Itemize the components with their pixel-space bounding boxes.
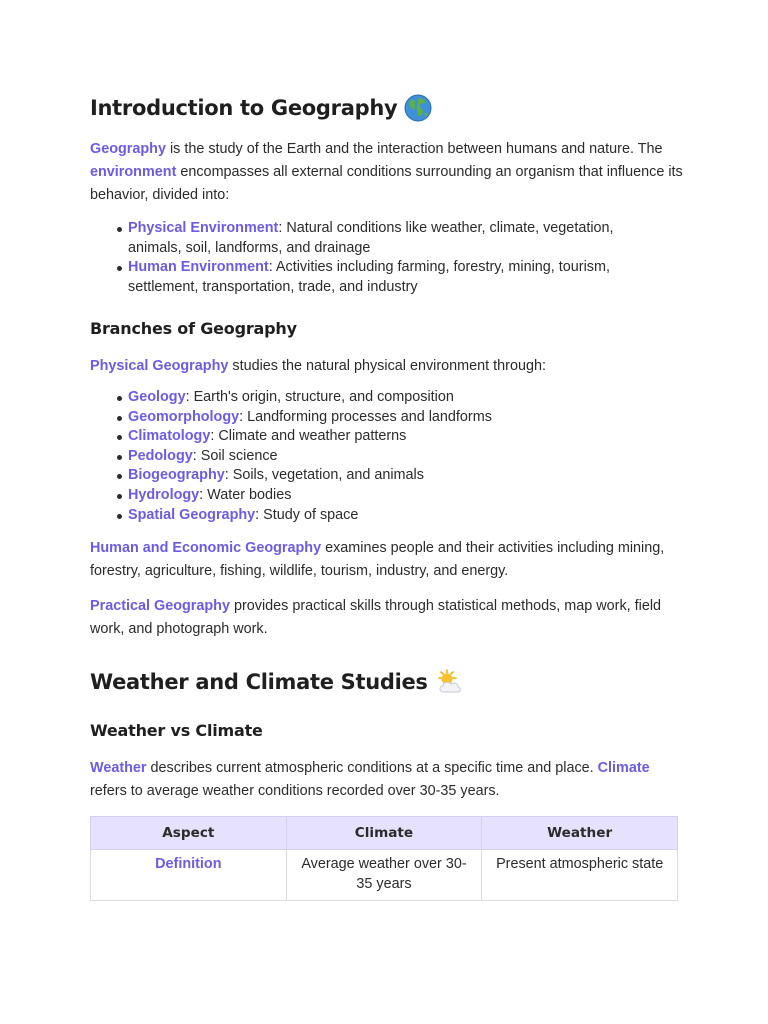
keyword-human-environment: Human Environment — [128, 259, 269, 276]
table-cell-weather: Present atmospheric state — [482, 850, 678, 901]
keyword-physical-geography: Physical Geography — [90, 358, 229, 374]
practical-text: provides practical skills through statistical methods, map work, field work, and photograph work. — [90, 598, 662, 637]
practical-paragraph — [90, 595, 685, 641]
intro-paragraph — [90, 138, 690, 207]
keyword-environment: environment — [90, 164, 177, 180]
weather-climate-table — [90, 816, 678, 901]
keyword-geomorphology: Geomorphology — [128, 408, 240, 425]
list-item-text: : Water bodies — [199, 486, 292, 503]
list-item — [90, 486, 650, 506]
table-header-aspect: Aspect — [91, 817, 287, 850]
list-item — [90, 466, 650, 486]
table-header-row — [91, 817, 678, 850]
weather-text-2: refers to average weather conditions recorded over 30-35 years. — [90, 783, 500, 799]
list-item — [90, 408, 650, 428]
weather-paragraph — [90, 757, 685, 803]
branches-text: studies the natural physical environment through: — [228, 358, 546, 374]
keyword-geology: Geology — [128, 389, 186, 405]
branches-paragraph — [90, 355, 690, 378]
list-item-text: : Study of space — [255, 506, 359, 523]
table-cell-climate: Average weather over 30-35 years — [286, 850, 482, 901]
table-header-weather: Weather — [482, 817, 678, 850]
list-item — [90, 506, 650, 526]
list-item-text: : Soils, vegetation, and animals — [224, 467, 424, 484]
list-item-text: : Climate and weather patterns — [210, 428, 407, 445]
keyword-spatial-geography: Spatial Geography — [128, 506, 256, 523]
weather-vs-climate-heading: Weather vs Climate — [90, 721, 263, 740]
keyword-practical-geography: Practical Geography — [90, 598, 230, 614]
keyword-hydrology: Hydrology — [128, 486, 200, 503]
environment-list — [90, 219, 650, 297]
table-header-climate: Climate — [286, 817, 482, 850]
intro-text-2: encompasses all external conditions surrounding an organism that influence its behavior, divided into: — [90, 164, 683, 203]
human-economic-text: examines people and their activities including mining, forestry, agriculture, fishing, wildlife, tourism, industry, and energy. — [90, 540, 665, 579]
intro-text-1: is the study of the Earth and the interaction between humans and nature. The — [165, 141, 663, 157]
intro-heading — [90, 93, 432, 123]
keyword-climatology: Climatology — [128, 428, 211, 445]
weather-heading — [90, 667, 463, 697]
weather-title: Weather and Climate Studies — [90, 670, 428, 694]
list-item — [90, 219, 650, 258]
sun-behind-cloud-icon — [435, 668, 463, 696]
intro-title: Introduction to Geography — [90, 96, 398, 120]
list-item — [90, 427, 650, 447]
keyword-biogeography: Biogeography — [128, 467, 225, 484]
list-item-text: : Soil science — [192, 447, 278, 464]
list-item-text: : Earth's origin, structure, and composition — [185, 389, 454, 405]
weather-text-1: describes current atmospheric conditions at a specific time and place. — [146, 760, 598, 776]
list-item-text: : Activities including farming, forestry, mining, tourism, settlement, transportation, trade, and industry — [128, 259, 610, 295]
keyword-climate: Climate — [597, 760, 650, 776]
keyword-pedology: Pedology — [128, 447, 193, 464]
list-item — [90, 388, 650, 408]
human-economic-paragraph — [90, 537, 685, 583]
table-cell-aspect: Definition — [91, 850, 287, 901]
keyword-weather: Weather — [90, 760, 147, 776]
list-item-text: : Landforming processes and landforms — [239, 408, 492, 425]
globe-icon — [404, 94, 432, 122]
list-item-text: : Natural conditions like weather, climate, vegetation, animals, soil, landforms, and drainage — [128, 220, 614, 256]
list-item — [90, 258, 650, 297]
keyword-geography: Geography — [90, 141, 166, 157]
keyword-human-economic-geography: Human and Economic Geography — [90, 540, 322, 556]
keyword-physical-environment: Physical Environment — [128, 220, 279, 236]
table-row — [91, 850, 678, 901]
branches-list — [90, 388, 650, 525]
list-item — [90, 447, 650, 467]
branches-heading: Branches of Geography — [90, 319, 297, 338]
